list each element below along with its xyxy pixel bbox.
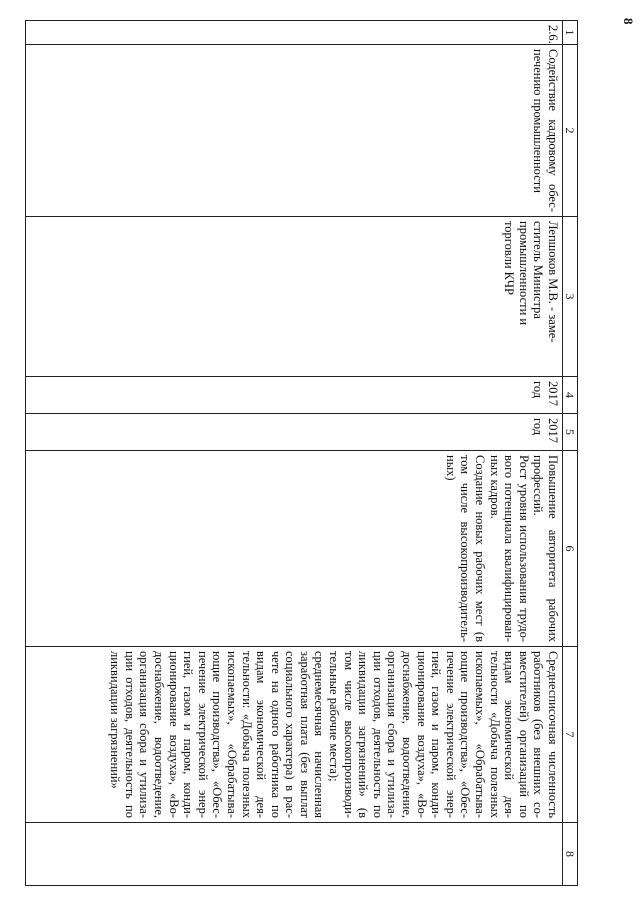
column-number-row [563,21,578,886]
column-header-2: 2 [563,45,578,217]
result-paragraph: Повышение авторитета рабочих профессий. [531,455,560,642]
start-date: 2017 год [26,377,563,414]
measure-name: Содействие кадровому обес-печению промышленности [26,45,563,217]
indicators [26,647,563,823]
row-number: 2.6. [26,21,563,45]
result-paragraph: Создание новых рабочих мест (в том числе высокопроизводитель-ных) [443,455,488,642]
column-header-1: 1 [563,21,578,45]
column-header-5: 5 [563,414,578,451]
column-header-4: 4 [563,377,578,414]
column-header-3: 3 [563,217,578,377]
notes-cell [26,823,563,886]
result-paragraph: Рост уровня использования трудо-вого потенциала квалифицирован-ных кадров. [487,455,531,642]
measures-table [25,20,578,886]
expected-result [26,451,563,647]
column-header-7: 7 [563,647,578,823]
column-header-8: 8 [563,823,578,886]
page-number: 8 [621,18,636,25]
responsible-person: Лепшоков М.В. - заме-ститель Министра промышленности и торговли КЧР [26,217,563,377]
indicator-paragraph: Среднесписочная численность работников (без внешних со-вместителей) организаций по видам экономической дея-тельности «Добыча полезных ископаемых», «Обрабатыва-ющие производства», «Обес-печение электрической энер-гией, газом и паром, конди-ционирование воздуха», «Во-доснабжение, водоотведение, организация сбора и утилиза-ции отходов, деятельность по ликвидации загрязнений» (в том числе высокопроизводи-тельные рабочие места); [327,651,560,818]
table-row [26,21,563,886]
column-header-6: 6 [563,451,578,647]
end-date: 2017 год [26,414,563,451]
indicator-paragraph: среднемесячная начисленная заработная плата (без выплат социального характера) в рас-чете на одного работника по видам экономической дея-тельности: «Добыча полезных ископаемых», «Обрабатыва-ющие производства», «Обес-печение электрической энер-гией, газом и паром, конди-ционирование воздуха», «Во-доснабжение, водоотведение, организация сбора и утилиза-ции отходов, деятельность по ликвидации загрязнений» [108,651,327,818]
